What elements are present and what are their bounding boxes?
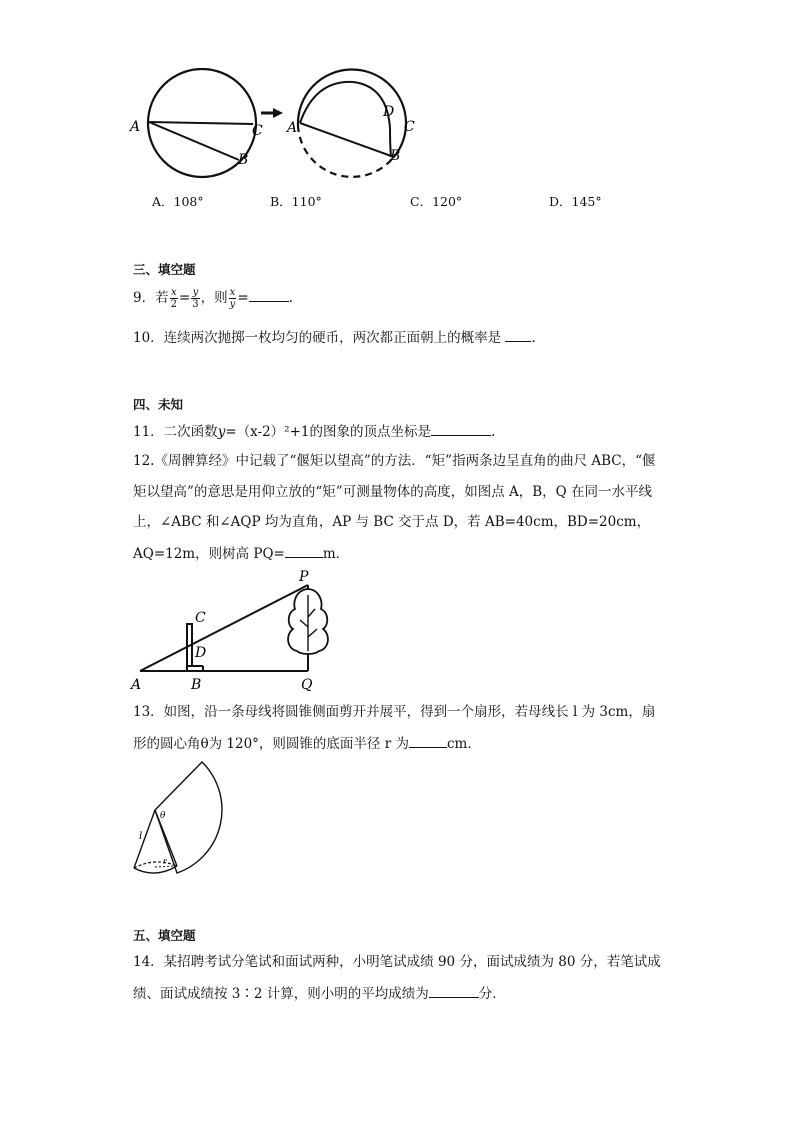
section-3-title: 三、填空题 <box>133 262 196 277</box>
fraction-x-2: $\frac{x}{2}$ <box>170 287 177 310</box>
question-12-line-1: 12.《周髀算经》中记载了“偃矩以望高”的方法．“矩”指两条边呈直角的曲尺 ABC，“偃 <box>133 453 656 469</box>
arrow-icon <box>261 108 283 118</box>
q13-line2-suffix: cm． <box>446 736 481 752</box>
question-12-line-4 <box>133 543 349 564</box>
label-c-left: C <box>252 123 263 139</box>
label-d: D <box>195 645 207 661</box>
label-b-left: B <box>238 152 249 168</box>
tree-height-figure <box>125 565 335 695</box>
question-14-line-1: 14．某招聘考试分笔试和面试两种，小明笔试成绩 90 分，面试成绩为 80 分，若笔试成 <box>133 954 661 970</box>
label-a-right: A <box>287 120 298 136</box>
q12-line4-suffix: m． <box>322 546 350 562</box>
question-12-line-2: 矩以望高”的意思是用仰立放的“矩”可测量物体的高度，如图点 A，B，Q 在同一水平线 <box>133 484 653 500</box>
q14-line2-suffix: 分． <box>478 986 506 1002</box>
carpenter-square <box>187 624 192 671</box>
cone-slant-left <box>134 810 155 868</box>
answer-blank-q14[interactable] <box>429 983 479 998</box>
question-13-line-1: 13．如图，沿一条母线将圆锥侧面剪开并展平，得到一个扇形，若母线长 l 为 3cm，扇 <box>133 704 656 720</box>
question-11 <box>133 421 495 442</box>
q11-formula: =（x-2）²+1的图象的顶点坐标是 <box>225 424 431 440</box>
label-theta: θ <box>160 811 166 821</box>
folded-arc <box>300 82 391 157</box>
answer-blank-q12[interactable] <box>285 543 323 558</box>
section-5-title: 五、填空题 <box>133 928 196 943</box>
label-d-right: D <box>383 104 395 120</box>
label-b-right: B <box>390 148 401 164</box>
q9-then: ，则 <box>200 290 228 306</box>
q9-prefix: 9．若 <box>133 290 169 306</box>
option-b: B．110° <box>270 194 322 209</box>
label-q: Q <box>301 677 313 693</box>
label-a-left: A <box>130 119 141 135</box>
answer-blank-q10[interactable] <box>505 327 531 342</box>
chord-ab <box>149 122 239 160</box>
q11-var: y <box>217 424 226 440</box>
fraction-x-y: $\frac{x}{y}$ <box>229 287 236 310</box>
label-c: C <box>195 610 206 626</box>
section-4-title: 四、未知 <box>133 397 184 412</box>
label-p: P <box>299 569 309 585</box>
fraction-y-3: $\frac{y}{3}$ <box>192 287 199 310</box>
label-c-right: C <box>404 119 415 135</box>
q10-end: . <box>531 330 536 346</box>
label-a: A <box>131 677 142 693</box>
cone-sector-figure <box>125 755 235 885</box>
label-r: r <box>163 857 167 866</box>
chord-ab-right <box>300 123 391 156</box>
answer-blank-q9[interactable] <box>249 287 289 302</box>
q12-line4-prefix: AQ=12m，则树高 PQ= <box>133 546 285 562</box>
q9-equals: = <box>178 290 191 306</box>
cone-radius <box>155 866 176 867</box>
q10-text: 10．连续两次抛掷一枚均匀的硬币，两次都正面朝上的概率是 <box>133 330 502 346</box>
label-l: l <box>139 831 143 842</box>
option-c: C．120° <box>410 194 463 209</box>
q13-line2-prefix: 形的圆心角θ为 120°，则圆锥的底面半径 r 为 <box>133 736 409 752</box>
q9-end: . <box>288 290 293 306</box>
chord-ac <box>149 122 253 124</box>
option-a: A．108° <box>152 194 204 209</box>
label-b: B <box>191 677 202 693</box>
answer-blank-q13[interactable] <box>409 733 447 748</box>
question-9 <box>133 287 293 310</box>
q11-end: . <box>490 424 496 440</box>
q14-line2-prefix: 绩、面试成绩按 3∶2 计算，则小明的平均成绩为 <box>133 986 429 1002</box>
sight-line-ap <box>140 585 308 671</box>
circle-fold-figure <box>125 68 435 183</box>
option-d: D．145° <box>549 194 602 209</box>
q11-prefix: 11．二次函数 <box>133 424 218 440</box>
q9-equals-2: = <box>237 290 249 306</box>
question-13-line-2 <box>133 733 481 754</box>
question-10 <box>133 327 536 348</box>
answer-blank-q11[interactable] <box>431 421 491 436</box>
question-12-line-3: 上，∠ABC 和∠AQP 均为直角，AP 与 BC 交于点 D，若 AB=40cm，BD=20cm， <box>133 514 651 530</box>
question-14-line-2 <box>133 983 506 1004</box>
